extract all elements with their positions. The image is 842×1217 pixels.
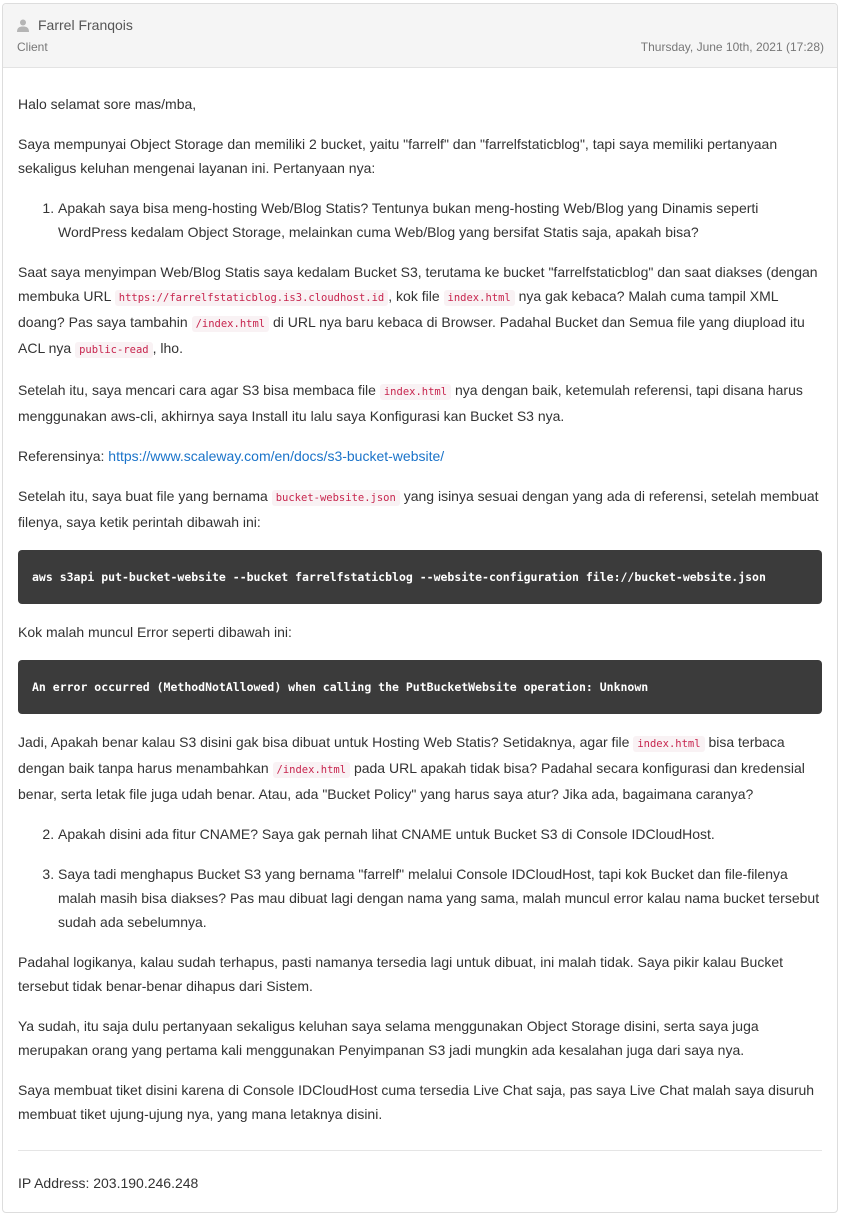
inline-code-index-path: /index.html xyxy=(273,762,351,778)
reply-date: Thursday, June 10th, 2021 (17:28) xyxy=(640,40,824,54)
reference-link[interactable]: https://www.scaleway.com/en/docs/s3-bucket-website/ xyxy=(108,448,445,464)
paragraph-intro: Saya mempunyai Object Storage dan memiliki 2 bucket, yaitu "farrelf" dan "farrelfstaticblog", tapi saya memiliki pertanyaan sekaligus keluhan mengenai layanan ini. Pertanyaan nya: xyxy=(18,136,778,176)
error-code-block: An error occurred (MethodNotAllowed) when calling the PutBucketWebsite operation: Unknown xyxy=(18,660,822,714)
inline-code-index: index.html xyxy=(633,736,704,752)
paragraph-error-intro: Kok malah muncul Error seperti dibawah ini: xyxy=(18,624,292,640)
inline-code-index-path: /index.html xyxy=(192,316,270,332)
inline-code-index: index.html xyxy=(380,384,451,400)
question-3: 3. Saya tadi menghapus Bucket S3 yang bernama "farrelf" melalui Console IDCloudHost, tapi kok Bucket dan file-filenya malah masih bisa diakses? Pas mau dibuat lagi dengan nama yang sama, malah muncul error kalau nama bucket tersebut sudah ada sebelumnya. xyxy=(58,862,822,934)
paragraph-access-issue: Saat saya menyimpan Web/Blog Statis saya kedalam Bucket S3, terutama ke bucket "farrelfstaticblog" dan saat diakses (dengan membuka URL https://farrelfstaticblog.is3.cloudhost.id , kok file index.html nya gak kebaca? Malah cuma tampil XML doang? Pas saya tambahin /index.html di URL nya baru kebaca di Browser. Padahal Bucket dan Semua file yang diupload itu ACL nya public-read , lho. xyxy=(18,264,818,356)
reply-header xyxy=(3,4,837,68)
message-body xyxy=(3,68,837,1195)
paragraph-reference: Referensinya: https://www.scaleway.com/en/docs/s3-bucket-website/ xyxy=(18,448,445,464)
divider xyxy=(18,1150,822,1151)
author-name: Farrel Franqois xyxy=(38,17,133,33)
question-list-1 xyxy=(18,196,822,244)
paragraph-reason: Saya membuat tiket disini karena di Console IDCloudHost cuma tersedia Live Chat saja, pas saya Live Chat malah saya disuruh membuat tiket ujung-ujung nya, yang mana letaknya disini. xyxy=(18,1082,815,1122)
paragraph-logic: Padahal logikanya, kalau sudah terhapus, pasti namanya tersedia lagi untuk dibuat, ini malah tidak. Saya pikir kalau Bucket tersebut tidak benar-benar dihapus dari Sistem. xyxy=(18,954,784,994)
inline-code-json: bucket-website.json xyxy=(272,490,400,506)
inline-code-url: https://farrelfstaticblog.is3.cloudhost.id xyxy=(115,290,389,306)
question-1: 1. Apakah saya bisa meng-hosting Web/Blog Statis? Tentunya bukan meng-hosting Web/Blog yang Dinamis seperti WordPress kedalam Object Storage, melainkan cuma Web/Blog yang bersifat Statis saja, apakah bisa? xyxy=(58,196,822,244)
greeting: Halo selamat sore mas/mba, xyxy=(18,96,197,112)
paragraph-json-file: Setelah itu, saya buat file yang bernama bucket-website.json yang isinya sesuai dengan yang ada di referensi, setelah membuat filenya, saya ketik perintah dibawah ini: xyxy=(18,488,819,530)
inline-code-index: index.html xyxy=(444,290,515,306)
inline-code-acl: public-read xyxy=(75,342,153,358)
paragraph-config: Setelah itu, saya mencari cara agar S3 bisa membaca file index.html nya dengan baik, ketemulah referensi, tapi disana harus menggunakan aws-cli, akhirnya saya Install itu lalu saya Konfigurasi kan Bucket S3 nya. xyxy=(18,382,803,424)
paragraph-closing: Ya sudah, itu saja dulu pertanyaan sekaligus keluhan saya selama menggunakan Object Storage disini, serta saya juga merupakan orang yang pertama kali menggunakan Penyimpanan S3 jadi mungkin ada kesalahan juga dari saya nya. xyxy=(18,1018,759,1058)
user-icon xyxy=(17,19,29,32)
question-2: 2. Apakah disini ada fitur CNAME? Saya gak pernah lihat CNAME untuk Bucket S3 di Console IDCloudHost. xyxy=(58,822,822,846)
ip-address: IP Address: 203.190.246.248 xyxy=(18,1175,199,1191)
author-role: Client xyxy=(17,40,48,54)
paragraph-question-static: Jadi, Apakah benar kalau S3 disini gak bisa dibuat untuk Hosting Web Statis? Setidaknya, agar file index.html bisa terbaca dengan baik tanpa harus menambahkan /index.html pada URL apakah tidak bisa? Padahal secara konfigurasi dan kredensial benar, serta letak file juga udah benar. Atau, ada "Bucket Policy" yang harus saya atur? Jika ada, bagaimana caranya? xyxy=(18,734,805,802)
command-code-block: aws s3api put-bucket-website --bucket farrelfstaticblog --website-configuration file://bucket-website.json xyxy=(18,550,822,604)
ticket-reply-card xyxy=(2,3,838,1213)
question-list-2 xyxy=(18,822,822,934)
author-row xyxy=(17,17,133,33)
